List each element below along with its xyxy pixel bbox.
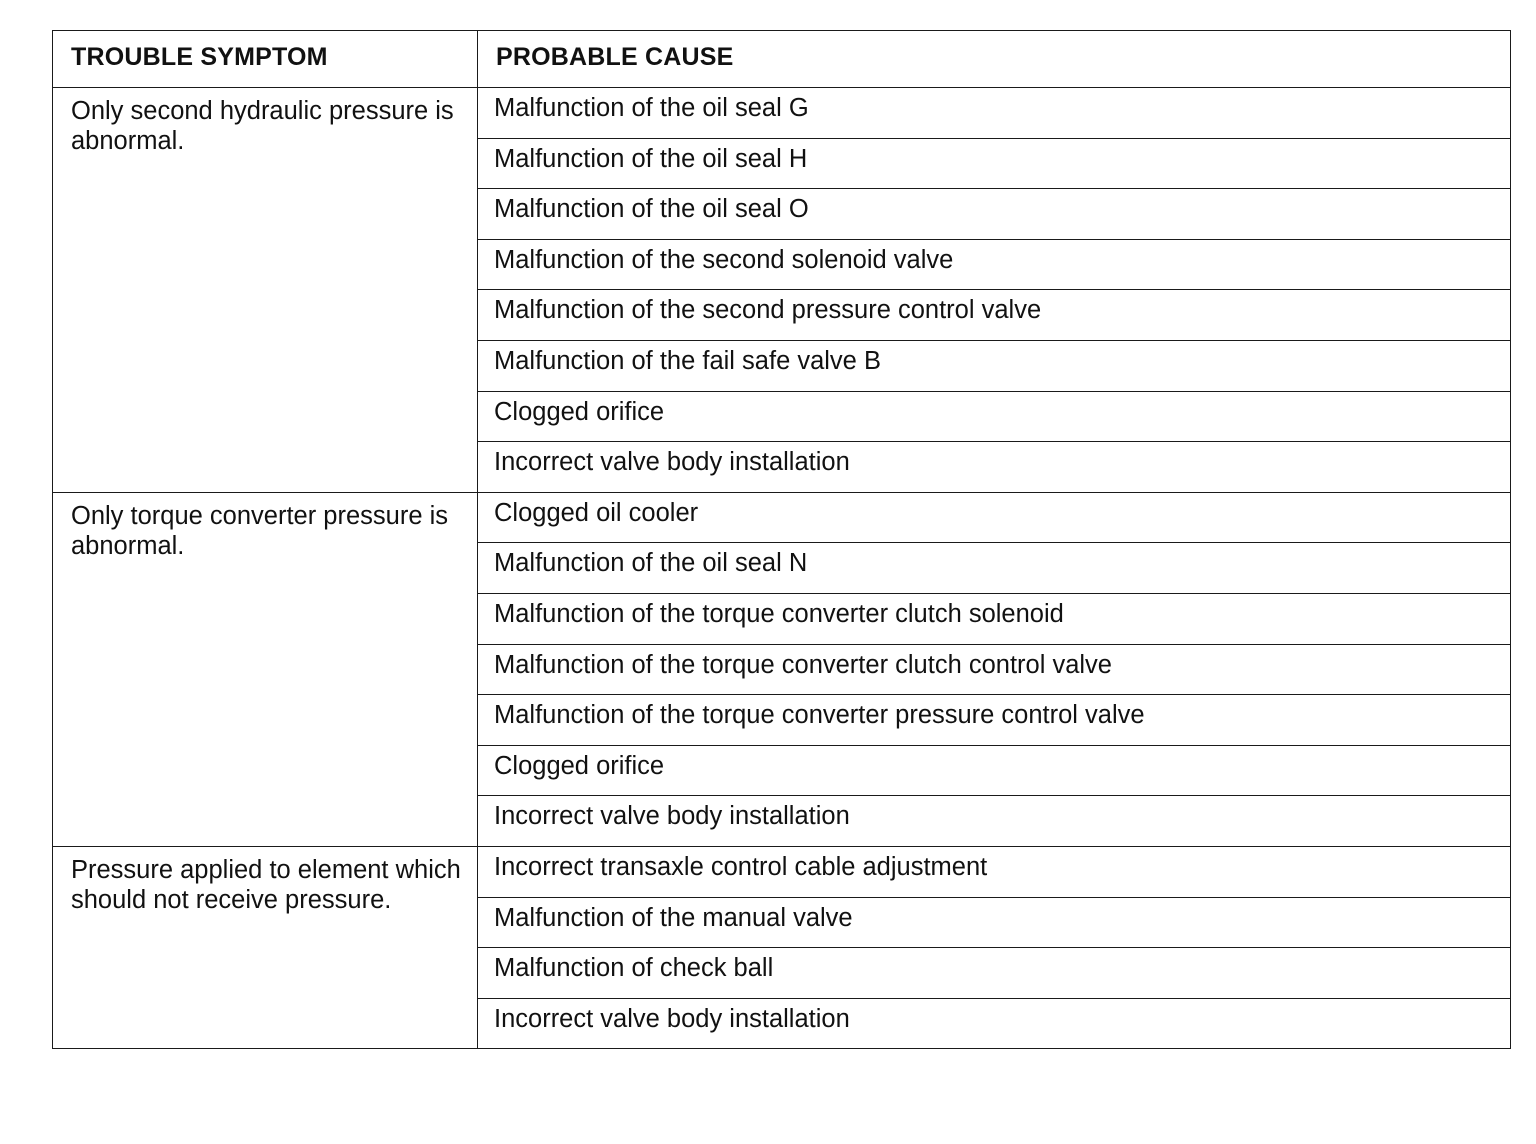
cause-cell: Malfunction of the oil seal O (478, 189, 1511, 240)
cause-cell: Malfunction of the second pressure control valve (478, 290, 1511, 341)
trouble-symptom-table (52, 30, 1511, 1049)
header-trouble-symptom: TROUBLE SYMPTOM (53, 31, 478, 88)
symptom-cell: Only torque converter pressure is abnormal. (53, 492, 478, 846)
cause-cell: Clogged orifice (478, 745, 1511, 796)
symptom-cell: Only second hydraulic pressure is abnormal. (53, 88, 478, 493)
cause-cell: Malfunction of the oil seal H (478, 138, 1511, 189)
cause-cell: Malfunction of the second solenoid valve (478, 239, 1511, 290)
table-row (53, 846, 1511, 897)
cause-cell: Malfunction of the oil seal N (478, 543, 1511, 594)
header-probable-cause: PROBABLE CAUSE (478, 31, 1511, 88)
cause-cell: Malfunction of the torque converter clutch control valve (478, 644, 1511, 695)
cause-cell: Malfunction of check ball (478, 948, 1511, 999)
cause-cell: Incorrect valve body installation (478, 998, 1511, 1049)
cause-cell: Malfunction of the fail safe valve B (478, 340, 1511, 391)
cause-cell: Malfunction of the torque converter clutch solenoid (478, 593, 1511, 644)
table-row (53, 88, 1511, 139)
cause-cell: Incorrect valve body installation (478, 442, 1511, 493)
table-header-row (53, 31, 1511, 88)
cause-cell: Incorrect valve body installation (478, 796, 1511, 847)
symptom-cell: Pressure applied to element which should not receive pressure. (53, 846, 478, 1048)
cause-cell: Incorrect transaxle control cable adjustment (478, 846, 1511, 897)
table-row (53, 492, 1511, 543)
cause-cell: Malfunction of the manual valve (478, 897, 1511, 948)
cause-cell: Malfunction of the torque converter pressure control valve (478, 695, 1511, 746)
cause-cell: Clogged oil cooler (478, 492, 1511, 543)
cause-cell: Malfunction of the oil seal G (478, 88, 1511, 139)
cause-cell: Clogged orifice (478, 391, 1511, 442)
